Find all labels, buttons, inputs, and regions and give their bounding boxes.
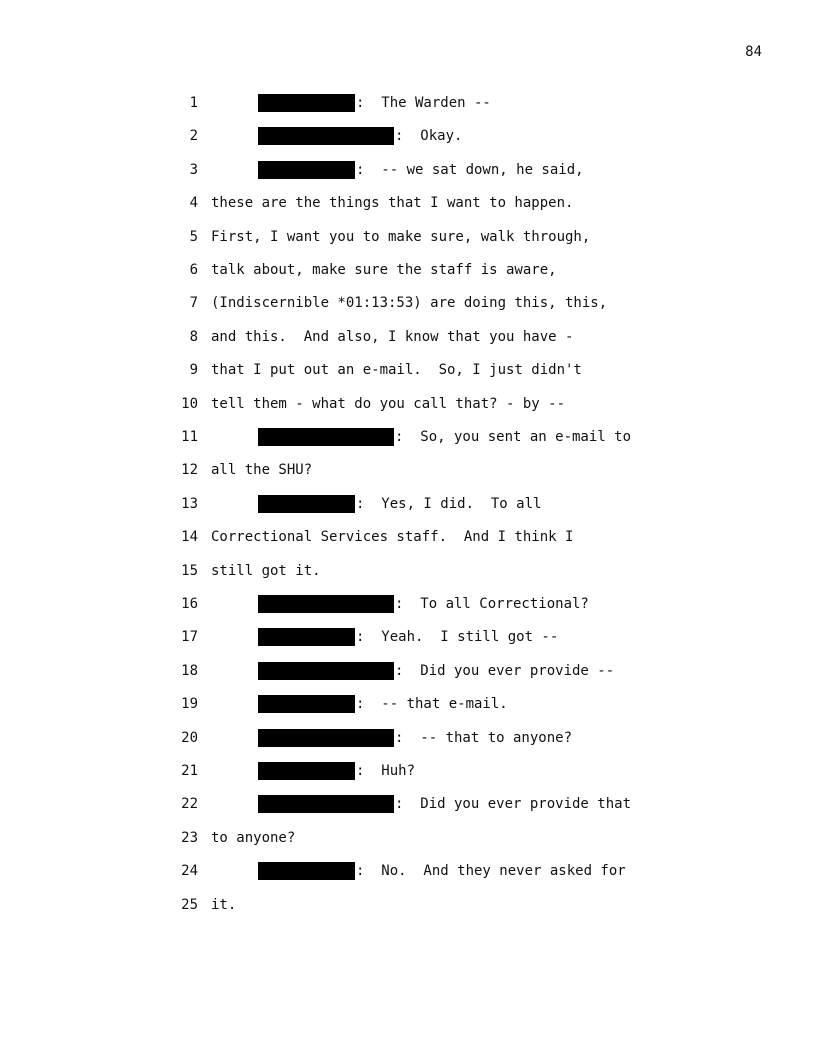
line-text: it. [211,896,237,913]
line-text: talk about, make sure the staff is aware, [211,262,557,278]
transcript-line [0,359,816,381]
transcript-line [0,626,816,648]
line-text: : Yes, I did. To all [356,495,542,512]
transcript-line [0,526,816,548]
line-text: : Yeah. I still got -- [356,629,559,646]
line-number: 8 [189,328,198,345]
line-number: 11 [181,429,198,445]
line-text: all the SHU? [211,462,313,479]
line-text: tell them - what do you call that? - by -- [211,395,566,412]
redacted-speaker-name [258,862,355,880]
transcript-line [0,226,816,248]
line-text: Correctional Services staff. And I think I [211,529,574,546]
line-number: 9 [189,362,198,379]
redacted-speaker-name [258,795,394,813]
transcript-line [0,660,816,682]
line-text: : -- that to anyone? [395,729,573,746]
redacted-speaker-name [258,428,394,446]
page-number: 84 [745,44,762,60]
line-number: 2 [189,128,198,145]
line-number: 24 [181,863,198,880]
line-number: 21 [181,763,198,779]
redacted-speaker-name [258,662,394,680]
line-number: 13 [181,495,198,512]
transcript-line [0,393,816,415]
line-number: 23 [181,829,198,846]
redacted-speaker-name [258,628,355,646]
transcript-line [0,727,816,749]
line-text: : So, you sent an e-mail to [395,429,632,445]
line-number: 4 [189,195,198,212]
line-text: that I put out an e-mail. So, I just didn't [211,362,582,379]
redacted-speaker-name [258,94,355,112]
line-number: 6 [189,262,198,278]
transcript-line [0,860,816,882]
transcript-line [0,159,816,181]
line-text: and this. And also, I know that you have - [211,328,574,345]
transcript-line [0,459,816,481]
line-number: 20 [181,729,198,746]
redacted-speaker-name [258,495,355,513]
line-number: 17 [181,629,198,646]
transcript-line [0,793,816,815]
line-text: : -- we sat down, he said, [356,161,584,178]
transcript-line [0,493,816,515]
line-text: these are the things that I want to happen. [211,195,574,212]
line-number: 18 [181,662,198,679]
line-text: : To all Correctional? [395,596,589,612]
transcript-line [0,326,816,348]
line-number: 14 [181,529,198,546]
transcript-line [0,259,816,281]
line-number: 22 [181,796,198,813]
line-number: 12 [181,462,198,479]
line-text: : Did you ever provide that [395,796,632,813]
transcript-line [0,593,816,615]
redacted-speaker-name [258,595,394,613]
line-text: : No. And they never asked for [356,863,626,880]
line-number: 25 [181,896,198,913]
line-text: (Indiscernible *01:13:53) are doing this, this, [211,295,608,312]
line-number: 10 [181,395,198,412]
redacted-speaker-name [258,161,355,179]
transcript-line [0,894,816,916]
line-number: 5 [189,228,198,245]
transcript-line [0,92,816,114]
line-text: : -- that e-mail. [356,696,508,713]
line-text: still got it. [211,562,321,579]
redacted-speaker-name [258,762,355,780]
line-number: 1 [189,95,198,111]
line-number: 7 [189,295,198,312]
line-text: First, I want you to make sure, walk through, [211,228,591,245]
line-text: : Huh? [356,763,416,779]
transcript-line [0,827,816,849]
line-number: 3 [189,161,198,178]
line-text: : Did you ever provide -- [395,662,615,679]
redacted-speaker-name [258,695,355,713]
transcript-line [0,693,816,715]
line-number: 15 [181,562,198,579]
line-text: : The Warden -- [356,95,491,111]
line-number: 19 [181,696,198,713]
transcript-line [0,760,816,782]
redacted-speaker-name [258,127,394,145]
transcript-line [0,292,816,314]
transcript-line [0,192,816,214]
transcript-line [0,125,816,147]
transcript-line [0,560,816,582]
line-text: : Okay. [395,128,463,145]
redacted-speaker-name [258,729,394,747]
line-number: 16 [181,596,198,612]
line-text: to anyone? [211,829,296,846]
transcript-line [0,426,816,448]
